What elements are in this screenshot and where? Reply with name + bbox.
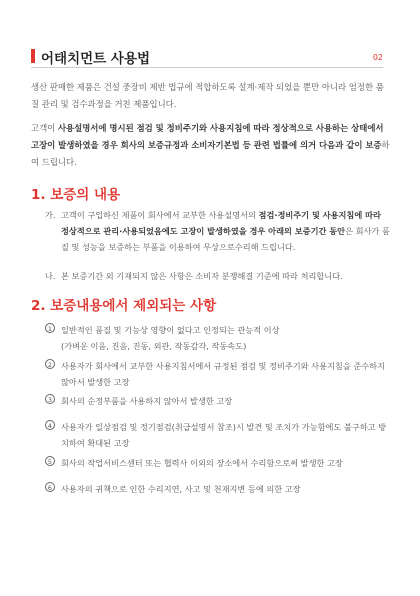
warranty-item-a-post: 은 회사가 품질 및 성능을 보증하는 부품을 이용하여 무상으로수리해 드립니다. (61, 226, 390, 252)
exclusion-item (45, 419, 390, 451)
page-title: 어태치먼트 사용법 (41, 51, 151, 67)
section-heading-exclusions: 2. 보증내용에서 제외되는 사항 (31, 298, 217, 314)
exclusion-item (45, 481, 390, 497)
title-accent-bar (31, 49, 35, 63)
circled-number-icon: 1 (45, 323, 55, 333)
circled-number-icon: 3 (45, 394, 55, 404)
warranty-paragraph-post: 하여 드립니다. (31, 140, 390, 167)
item-marker: 가. (45, 210, 56, 220)
exclusion-item-text: 사용자의 귀책으로 인한 수리지연, 사고 및 천재지변 등에 의한 고장 (61, 484, 301, 494)
exclusion-item-text-2: (가벼운 이음, 진음, 진동, 외관, 작동감각, 작동속도) (61, 341, 247, 351)
circled-number-icon: 5 (45, 456, 55, 466)
page-number: 02 (372, 53, 383, 62)
page-header (31, 46, 383, 68)
circled-number-icon: 2 (45, 359, 55, 369)
exclusion-item-text: 회사의 작업서비스센터 또는 협력사 이외의 장소에서 수리함으로써 발생한 고장 (61, 458, 343, 468)
exclusion-item (45, 393, 390, 409)
warranty-item-a-pre: 고객이 구입하신 제품이 회사에서 교부한 사용설명서의 (61, 210, 259, 220)
warranty-item-b-text: 본 보증기간 외 기재되지 않은 사항은 소비자 분쟁해결 기준에 따라 처리합니다. (61, 271, 343, 281)
exclusion-item-text: 사용자가 일상점검 및 정기점검(취급설명서 참조)시 발견 및 조치가 가능함에도 불구하고 방치하여 확대된 고장 (61, 422, 387, 448)
circled-number-icon: 6 (45, 482, 55, 492)
item-marker: 나. (45, 271, 56, 281)
exclusion-item-text: 사용자가 회사에서 교부한 사용지침서에서 규정된 점검 및 정비주기와 사용지침을 준수하지 않아서 발생한 고장 (61, 361, 385, 387)
intro-paragraph: 생산 판매한 제품은 건설 중장비 제반 법규에 적합하도록 설계·제작 되었을 뿐만 아니라 엄정한 품질 관리 및 검수과정을 거친 제품입니다. (31, 82, 384, 109)
circled-number-icon: 4 (45, 420, 55, 430)
exclusion-item (45, 358, 390, 390)
exclusion-item-text: 일반적인 품질 및 기능상 영향이 없다고 인정되는 관능적 이상 (61, 325, 280, 335)
warranty-item-b (45, 268, 390, 284)
exclusion-item-text: 회사의 순정부품을 사용하지 않아서 발생한 고장 (61, 396, 233, 406)
warranty-paragraph-pre: 고객이 (31, 123, 58, 133)
warranty-paragraph-bold: 사용설명서에 명시된 점검 및 정비주기와 사용지침에 따라 정상적으로 사용하는 상태에서 고장이 발생하였을 경우 회사의 보증규정과 소비자기본법 등 관련 법률에 의거 다음과 같이 보증 (31, 123, 384, 150)
warranty-item-a-bold: 점검·정비주기 및 사용지침에 따라 정상적으로 관리·사용되었음에도 고장이 발생하였을 경우 아래의 보증기간 동안 (61, 210, 381, 236)
header-divider (31, 67, 383, 68)
exclusion-item (45, 322, 390, 354)
section-heading-warranty: 1. 보증의 내용 (31, 187, 121, 203)
warranty-item-a (45, 207, 390, 255)
warranty-paragraph (31, 120, 391, 171)
exclusion-item (45, 455, 390, 471)
